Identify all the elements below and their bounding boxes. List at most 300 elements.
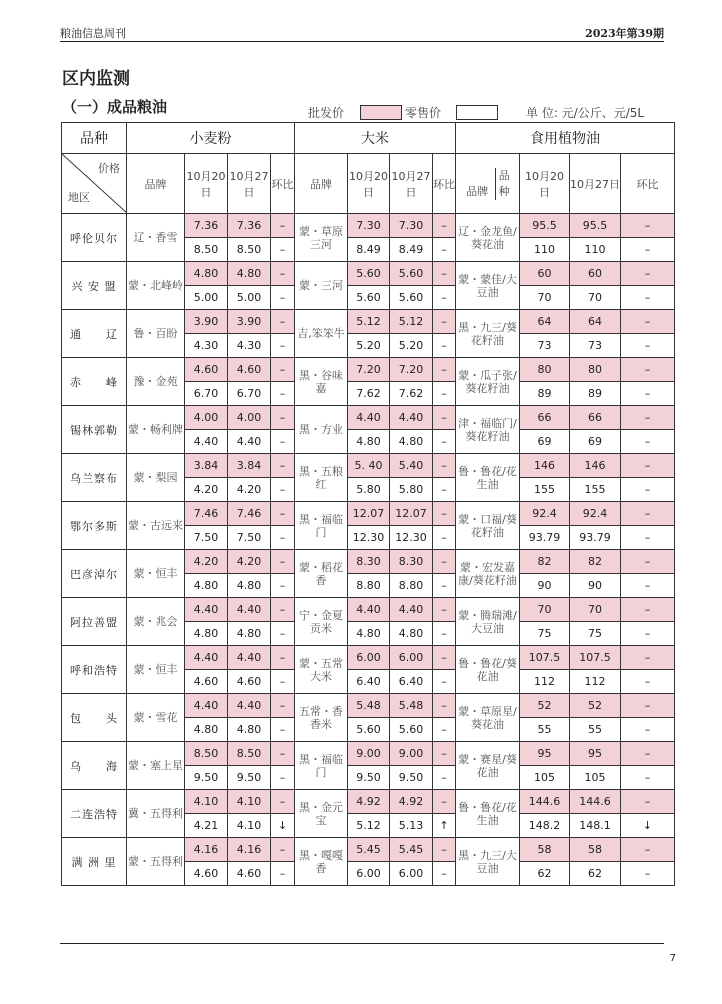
oil-price-oct20: 62 [520,862,570,886]
rice-price-oct27: 7.30 [390,214,433,238]
oil-change: – [621,790,675,814]
rice-price-oct20: 4.80 [348,622,390,646]
oil-price-oct27: 70 [570,286,621,310]
rice-price-oct27: 5.80 [390,478,433,502]
oil-price-oct20: 107.5 [520,646,570,670]
flour-brand: 蒙・古远来 [127,502,185,550]
group-rice: 大米 [295,123,456,154]
flour-price-oct27: 4.60 [228,358,271,382]
flour-brand: 蒙・恒丰 [127,646,185,694]
oil-price-oct20: 82 [520,550,570,574]
oil-change: – [621,742,675,766]
oil-change: – [621,406,675,430]
oil-price-oct20: 146 [520,454,570,478]
oil-brand: 辽・金龙鱼/葵花油 [456,214,520,262]
flour-price-oct27: 7.36 [228,214,271,238]
rice-brand: 蒙・三河 [295,262,348,310]
rice-brand: 黑・福临门 [295,502,348,550]
flour-price-oct27: 7.50 [228,526,271,550]
rice-price-oct27: 5.40 [390,454,433,478]
oil-price-oct20: 58 [520,838,570,862]
flour-price-oct27: 8.50 [228,238,271,262]
flour-change: – [271,550,295,574]
region-name: 巴彦淖尔 [62,550,127,598]
flour-brand: 蒙・兆会 [127,598,185,646]
flour-price-oct27: 7.46 [228,502,271,526]
rice-price-oct27: 5.45 [390,838,433,862]
oil-change: – [621,550,675,574]
rice-change: – [433,286,456,310]
oil-change: – [621,718,675,742]
rice-change: – [433,598,456,622]
rice-change: – [433,310,456,334]
flour-price-oct27: 4.40 [228,694,271,718]
flour-price-oct20: 7.36 [185,214,228,238]
flour-brand: 蒙・塞上星 [127,742,185,790]
oil-price-oct20: 66 [520,406,570,430]
region-name: 包 头 [62,694,127,742]
rice-change: – [433,694,456,718]
diagonal-header-cell [62,154,127,214]
oil-price-oct27: 146 [570,454,621,478]
oil-price-oct20: 89 [520,382,570,406]
rice-brand: 黑・福临门 [295,742,348,790]
oil-price-oct27: 155 [570,478,621,502]
rice-brand: 五常・香香米 [295,694,348,742]
flour-price-oct20: 4.80 [185,574,228,598]
oil-price-oct27: 90 [570,574,621,598]
rice-price-oct20: 9.00 [348,742,390,766]
region-name: 呼和浩特 [62,646,127,694]
oil-change: ↓ [621,814,675,838]
wholesale-row [62,262,675,286]
flour-change: – [271,646,295,670]
rice-change: – [433,406,456,430]
rice-change: – [433,214,456,238]
flour-change: – [271,574,295,598]
variety-header: 品种 [62,123,127,154]
rice-price-oct20: 12.30 [348,526,390,550]
flour-price-oct27: 4.20 [228,550,271,574]
rice-price-oct27: 5.48 [390,694,433,718]
rice-price-oct27: 7.62 [390,382,433,406]
rice-brand: 黑・方业 [295,406,348,454]
rice-price-oct20: 5.60 [348,718,390,742]
rice-price-oct20: 9.50 [348,766,390,790]
flour-change: – [271,670,295,694]
flour-price-oct27: 4.80 [228,574,271,598]
legend-retail-swatch [456,105,498,120]
rice-change: – [433,262,456,286]
rice-change: – [433,502,456,526]
column-header-row [62,154,675,214]
flour-price-oct20: 8.50 [185,238,228,262]
region-name: 满 洲 里 [62,838,127,886]
flour-price-oct20: 4.60 [185,358,228,382]
oil-price-oct27: 70 [570,598,621,622]
region-name: 赤 峰 [62,358,127,406]
oil-price-oct27: 95.5 [570,214,621,238]
rice-change: – [433,238,456,262]
flour-brand: 辽・香雪 [127,214,185,262]
flour-change: – [271,862,295,886]
flour-price-oct20: 4.20 [185,550,228,574]
rice-price-oct20: 4.92 [348,790,390,814]
rice-price-oct27: 9.00 [390,742,433,766]
flour-price-oct20: 6.70 [185,382,228,406]
flour-price-oct20: 4.80 [185,262,228,286]
flour-change: – [271,766,295,790]
rice-change: – [433,478,456,502]
rice-price-oct27: 6.00 [390,646,433,670]
rice-change: – [433,670,456,694]
flour-change: – [271,718,295,742]
rice-change: – [433,646,456,670]
flour-date2-header: 10月27日 [228,154,271,214]
oil-change: – [621,238,675,262]
oil-change: – [621,622,675,646]
oil-change: – [621,670,675,694]
flour-change: – [271,382,295,406]
rice-price-oct20: 7.20 [348,358,390,382]
rice-price-oct27: 6.40 [390,670,433,694]
oil-price-oct20: 64 [520,310,570,334]
oil-price-oct27: 110 [570,238,621,262]
flour-price-oct27: 4.60 [228,670,271,694]
rice-brand: 黑・谷味嘉 [295,358,348,406]
flour-brand: 蒙・雪花 [127,694,185,742]
flour-price-oct27: 4.10 [228,790,271,814]
oil-price-oct27: 105 [570,766,621,790]
oil-price-oct20: 144.6 [520,790,570,814]
flour-price-oct27: 4.16 [228,838,271,862]
oil-brand: 蒙・腾瑞滩/大豆油 [456,598,520,646]
rice-price-oct27: 12.07 [390,502,433,526]
rice-price-oct27: 4.40 [390,406,433,430]
oil-brand: 蒙・口福/葵花籽油 [456,502,520,550]
rice-brand: 宁・金夏贡米 [295,598,348,646]
rice-price-oct20: 8.80 [348,574,390,598]
region-name: 二连浩特 [62,790,127,838]
rice-change: – [433,766,456,790]
legend-wholesale-swatch [360,105,402,120]
flour-price-oct27: 4.00 [228,406,271,430]
oil-brand: 蒙・宏发嘉康/葵花籽油 [456,550,520,598]
wholesale-row [62,742,675,766]
flour-change-header: 环比 [271,154,295,214]
oil-price-oct27: 66 [570,406,621,430]
flour-change: – [271,430,295,454]
oil-kind-label: 品种 [495,168,509,200]
rice-brand: 黑・五粮红 [295,454,348,502]
flour-change: – [271,238,295,262]
oil-price-oct20: 112 [520,670,570,694]
oil-date2-header: 10月27日 [570,154,621,214]
flour-price-oct20: 4.00 [185,406,228,430]
oil-price-oct20: 80 [520,358,570,382]
oil-change: – [621,574,675,598]
oil-price-oct20: 70 [520,286,570,310]
rice-change: – [433,382,456,406]
flour-price-oct27: 4.40 [228,430,271,454]
rice-change: – [433,334,456,358]
rice-change: – [433,574,456,598]
rice-brand-header: 品牌 [295,154,348,214]
rice-date2-header: 10月27日 [390,154,433,214]
oil-price-oct27: 93.79 [570,526,621,550]
diag-price-label: 价格 [98,162,120,175]
rice-price-oct20: 6.00 [348,862,390,886]
oil-price-oct20: 93.79 [520,526,570,550]
oil-price-oct27: 80 [570,358,621,382]
flour-price-oct27: 5.00 [228,286,271,310]
wholesale-row [62,694,675,718]
flour-brand: 蒙・梨园 [127,454,185,502]
flour-price-oct20: 4.40 [185,598,228,622]
region-name: 通 辽 [62,310,127,358]
oil-brand: 鲁・鲁花/花生油 [456,790,520,838]
legend-wholesale-label: 批发价 [308,106,345,120]
oil-price-oct27: 75 [570,622,621,646]
rice-brand: 黑・金元宝 [295,790,348,838]
oil-price-oct20: 148.2 [520,814,570,838]
oil-price-oct27: 92.4 [570,502,621,526]
oil-change: – [621,214,675,238]
oil-brand: 蒙・瓜子张/葵花籽油 [456,358,520,406]
rice-price-oct20: 6.00 [348,646,390,670]
oil-price-oct20: 92.4 [520,502,570,526]
oil-change: – [621,358,675,382]
flour-brand: 蒙・恒丰 [127,550,185,598]
rice-price-oct20: 5.45 [348,838,390,862]
flour-brand: 蒙・五得利 [127,838,185,886]
rice-change-header: 环比 [433,154,456,214]
flour-brand: 蒙・畅利牌 [127,406,185,454]
flour-change: – [271,478,295,502]
region-name: 乌兰察布 [62,454,127,502]
oil-brand: 蒙・蒙佳/大豆油 [456,262,520,310]
oil-price-oct20: 90 [520,574,570,598]
flour-brand: 豫・金苑 [127,358,185,406]
flour-change: – [271,598,295,622]
oil-change: – [621,694,675,718]
oil-price-oct20: 70 [520,598,570,622]
oil-change: – [621,286,675,310]
wholesale-row [62,406,675,430]
rice-price-oct20: 5.60 [348,286,390,310]
oil-price-oct20: 75 [520,622,570,646]
rice-brand: 黑・嘎嘎香 [295,838,348,886]
rice-price-oct20: 7.30 [348,214,390,238]
rice-price-oct27: 8.30 [390,550,433,574]
region-name: 锡林郭勒 [62,406,127,454]
oil-change: – [621,862,675,886]
flour-price-oct27: 4.40 [228,598,271,622]
rice-price-oct27: 8.80 [390,574,433,598]
oil-brand: 鲁・鲁花/花生油 [456,454,520,502]
oil-change: – [621,598,675,622]
group-oil: 食用植物油 [456,123,675,154]
wholesale-row [62,550,675,574]
legend-unit: 单 位: 元/公斤、元/5L [526,106,645,120]
oil-brand: 鲁・鲁花/葵花油 [456,646,520,694]
flour-change: – [271,694,295,718]
oil-change: – [621,646,675,670]
section-title: 区内监测 [62,69,130,89]
oil-change: – [621,838,675,862]
flour-change: – [271,790,295,814]
flour-brand: 蒙・北峰岭 [127,262,185,310]
table-body [62,214,675,886]
rice-price-oct20: 8.49 [348,238,390,262]
oil-price-oct20: 52 [520,694,570,718]
flour-change: – [271,406,295,430]
rice-change: – [433,430,456,454]
page-header [60,25,664,42]
oil-price-oct27: 73 [570,334,621,358]
flour-change: – [271,622,295,646]
oil-change: – [621,478,675,502]
rice-price-oct20: 4.40 [348,598,390,622]
flour-price-oct27: 4.80 [228,622,271,646]
flour-change: ↓ [271,814,295,838]
oil-price-oct20: 95 [520,742,570,766]
issue-number: 2023年第39期 [585,27,664,40]
rice-price-oct20: 5.20 [348,334,390,358]
flour-price-oct20: 7.50 [185,526,228,550]
group-header-row [62,123,675,154]
oil-change: – [621,430,675,454]
oil-price-oct20: 73 [520,334,570,358]
flour-brand: 冀・五得利 [127,790,185,838]
oil-price-oct27: 69 [570,430,621,454]
wholesale-row [62,214,675,238]
rice-price-oct27: 4.80 [390,430,433,454]
rice-price-oct20: 8.30 [348,550,390,574]
flour-price-oct27: 8.50 [228,742,271,766]
rice-change: – [433,838,456,862]
flour-price-oct27: 3.90 [228,310,271,334]
group-flour: 小麦粉 [127,123,295,154]
region-name: 乌 海 [62,742,127,790]
wholesale-row [62,502,675,526]
flour-change: – [271,838,295,862]
flour-price-oct20: 4.80 [185,718,228,742]
flour-price-oct20: 4.20 [185,478,228,502]
rice-price-oct20: 5.80 [348,478,390,502]
rice-price-oct20: 5.12 [348,310,390,334]
oil-change: – [621,262,675,286]
flour-price-oct27: 4.40 [228,646,271,670]
footer-rule [60,943,664,944]
rice-price-oct27: 7.20 [390,358,433,382]
rice-price-oct27: 5.60 [390,286,433,310]
flour-change: – [271,358,295,382]
flour-change: – [271,502,295,526]
oil-price-oct27: 144.6 [570,790,621,814]
region-name: 阿拉善盟 [62,598,127,646]
oil-price-oct27: 64 [570,310,621,334]
oil-change: – [621,334,675,358]
flour-change: – [271,286,295,310]
wholesale-row [62,454,675,478]
oil-price-oct20: 55 [520,718,570,742]
flour-price-oct20: 4.21 [185,814,228,838]
flour-price-oct27: 4.30 [228,334,271,358]
legend-retail-label: 零售价 [405,106,442,120]
flour-price-oct20: 3.90 [185,310,228,334]
rice-price-oct27: 4.40 [390,598,433,622]
oil-brand: 蒙・赛星/葵花油 [456,742,520,790]
publication-name: 粮油信息周刊 [60,27,126,40]
rice-price-oct27: 5.20 [390,334,433,358]
oil-change: – [621,526,675,550]
rice-change: – [433,622,456,646]
oil-brand: 蒙・草原星/葵花油 [456,694,520,742]
rice-price-oct27: 5.13 [390,814,433,838]
rice-price-oct27: 5.12 [390,310,433,334]
rice-price-oct20: 5.48 [348,694,390,718]
oil-price-oct27: 95 [570,742,621,766]
subsection-title: （一）成品粮油 [62,98,168,116]
flour-price-oct27: 6.70 [228,382,271,406]
oil-price-oct20: 69 [520,430,570,454]
flour-price-oct20: 4.80 [185,622,228,646]
flour-price-oct27: 4.60 [228,862,271,886]
rice-change: ↑ [433,814,456,838]
rice-price-oct27: 9.50 [390,766,433,790]
flour-date1-header: 10月20日 [185,154,228,214]
oil-price-oct27: 112 [570,670,621,694]
rice-brand: 蒙・五常大米 [295,646,348,694]
oil-price-oct20: 95.5 [520,214,570,238]
oil-price-oct27: 58 [570,838,621,862]
oil-date1-header: 10月20日 [520,154,570,214]
rice-price-oct27: 8.49 [390,238,433,262]
flour-price-oct20: 3.84 [185,454,228,478]
region-name: 鄂尔多斯 [62,502,127,550]
flour-price-oct20: 4.40 [185,694,228,718]
flour-change: – [271,334,295,358]
flour-change: – [271,742,295,766]
flour-price-oct27: 4.20 [228,478,271,502]
rice-change: – [433,454,456,478]
rice-change: – [433,358,456,382]
rice-change: – [433,862,456,886]
wholesale-row [62,790,675,814]
rice-brand: 蒙・草原三河 [295,214,348,262]
oil-price-oct27: 52 [570,694,621,718]
wholesale-row [62,310,675,334]
rice-price-oct27: 5.60 [390,262,433,286]
flour-change: – [271,262,295,286]
rice-price-oct20: 5.60 [348,262,390,286]
oil-brand: 津・福临门/葵花籽油 [456,406,520,454]
oil-price-oct20: 60 [520,262,570,286]
wholesale-row [62,598,675,622]
oil-price-oct27: 107.5 [570,646,621,670]
flour-brand: 鲁・百盼 [127,310,185,358]
rice-price-oct20: 12.07 [348,502,390,526]
flour-price-oct20: 4.10 [185,790,228,814]
oil-change: – [621,766,675,790]
wholesale-row [62,646,675,670]
region-name: 呼伦贝尔 [62,214,127,262]
rice-change: – [433,742,456,766]
oil-price-oct20: 110 [520,238,570,262]
rice-price-oct27: 4.92 [390,790,433,814]
oil-price-oct27: 82 [570,550,621,574]
